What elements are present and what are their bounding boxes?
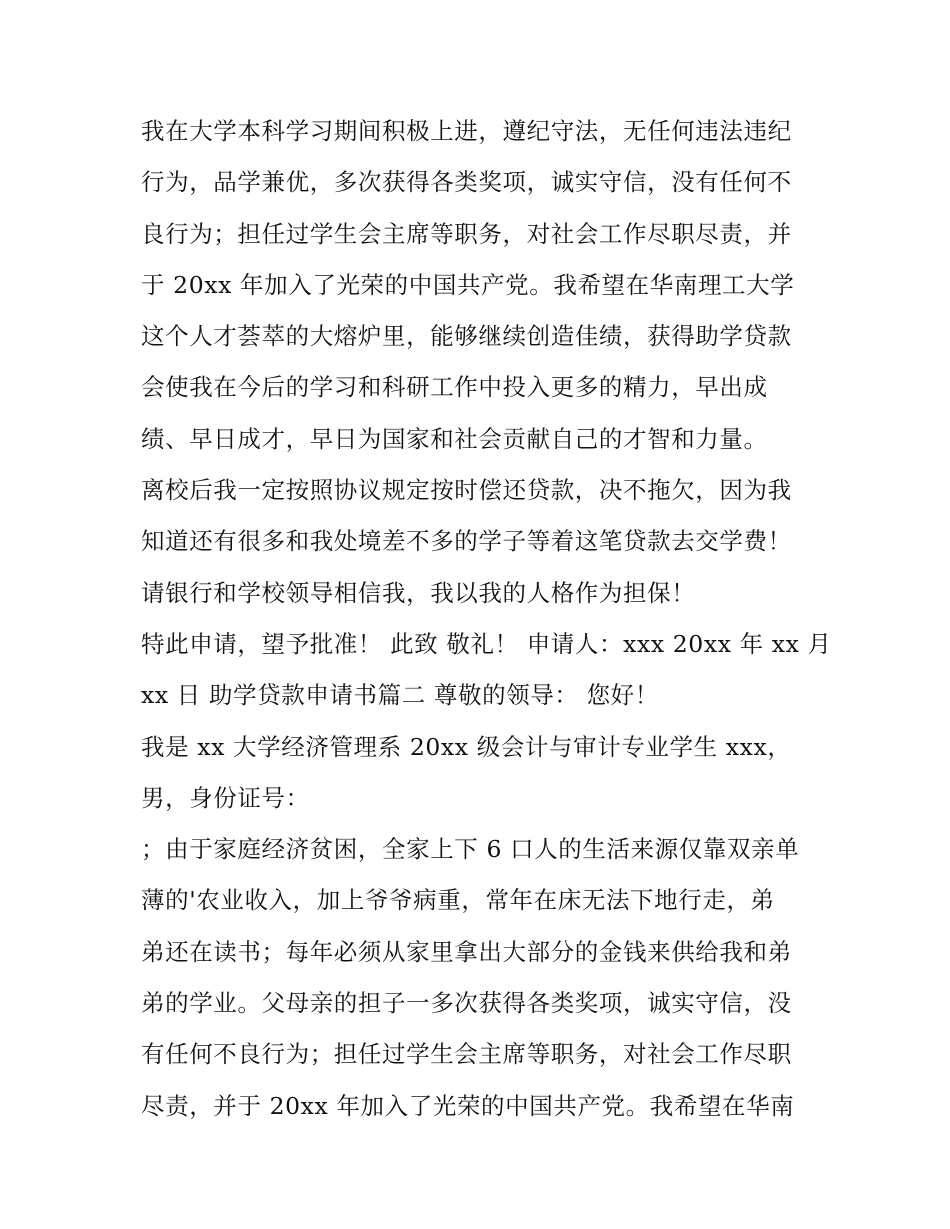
text-line: 离校后我一定按照协议规定按时偿还贷款，决不拖欠，因为我 bbox=[141, 476, 792, 505]
text-line: 我在大学本科学习期间积极上进，遵纪守法，无任何违法违纪 bbox=[141, 117, 792, 145]
text-line: 良行为；担任过学生会主席等职务，对社会工作尽职尽责，并 bbox=[141, 219, 792, 248]
text-line: 有任何不良行为；担任过学生会主席等职务，对社会工作尽职 bbox=[141, 1040, 792, 1069]
text-line: 特此申请，望予批准！ 此致 敬礼！ 申请人：xxx 20xx 年 xx 月 bbox=[141, 629, 832, 658]
text-line: ；由于家庭经济贫困，全家上下 6 口人的生活来源仅靠双亲单 bbox=[141, 835, 800, 864]
text-line: 我是 xx 大学经济管理系 20xx 级会计与审计专业学生 xxx， bbox=[141, 732, 792, 761]
text-line: 会使我在今后的学习和科研工作中投入更多的精力，早出成 bbox=[141, 373, 768, 402]
text-line: 行为，品学兼优，多次获得各类奖项，诚实守信，没有任何不 bbox=[141, 168, 792, 197]
text-line: 于 20xx 年加入了光荣的中国共产党。我希望在华南理工大学 bbox=[141, 270, 795, 299]
text-line: 这个人才荟萃的大熔炉里，能够继续创造佳绩，获得助学贷款 bbox=[141, 322, 792, 351]
text-line: 弟的学业。父母亲的担子一多次获得各类奖项，诚实守信，没 bbox=[141, 989, 792, 1018]
text-line: 男，身份证号： bbox=[141, 783, 310, 812]
text-line: 弟还在读书；每年必须从家里拿出大部分的金钱来供给我和弟 bbox=[141, 937, 792, 966]
text-line: 绩、早日成才，早日为国家和社会贡献自己的才智和力量。 bbox=[141, 424, 768, 453]
text-line: 尽责，并于 20xx 年加入了光荣的中国共产党。我希望在华南 bbox=[141, 1091, 795, 1120]
text-line: 知道还有很多和我处境差不多的学子等着这笔贷款去交学费！ bbox=[141, 527, 792, 556]
text-line: xx 日 助学贷款申请书篇二 尊敬的领导： 您好！ bbox=[141, 681, 659, 710]
text-line: 薄的'农业收入，加上爷爷病重，常年在床无法下地行走，弟 bbox=[141, 886, 775, 915]
text-line: 请银行和学校领导相信我，我以我的人格作为担保！ bbox=[141, 578, 696, 607]
document-body bbox=[141, 106, 831, 1132]
